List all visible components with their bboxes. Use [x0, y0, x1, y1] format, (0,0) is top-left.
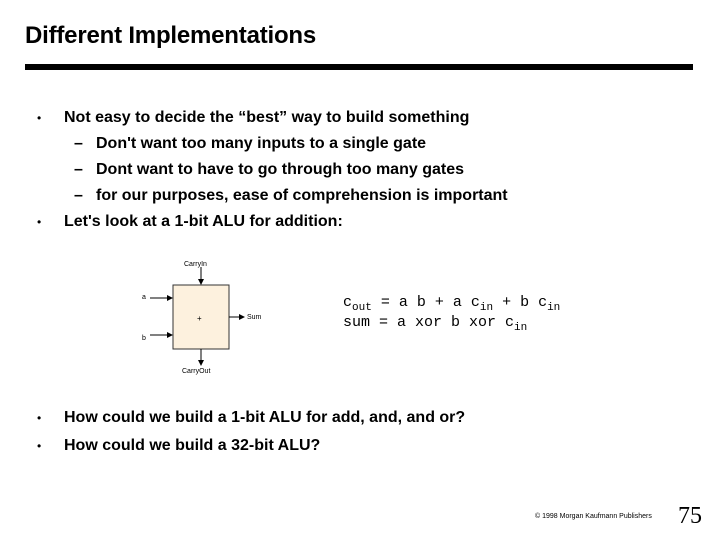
bullet-dot: • [37, 411, 42, 425]
bullet-text: How could we build a 1-bit ALU for add, and, and or? [64, 409, 466, 426]
bullet-dot: • [37, 439, 42, 453]
bullet-text: Not easy to decide the “best” way to build something [64, 109, 470, 126]
sub-bullet-text: for our purposes, ease of comprehension is important [96, 187, 508, 204]
carry-out-label: CarryOut [182, 368, 211, 375]
adder-box-label: + [197, 314, 202, 323]
input-b-label: b [142, 335, 146, 342]
sub-bullet-text: Don't want too many inputs to a single gate [96, 135, 427, 152]
formula-cout-rhs: = a b + a c [371, 294, 480, 311]
carry-in-label: CarryIn [184, 261, 207, 268]
sub-dash: – [74, 135, 83, 152]
sub-dash: – [74, 161, 83, 178]
formula-sum [343, 314, 527, 337]
slide-title: Different Implementations [25, 22, 317, 49]
bullet-dot: • [37, 111, 42, 125]
adder-diagram [120, 255, 300, 380]
formula-sub: out [352, 302, 372, 314]
title-rule [25, 64, 693, 70]
bullet-dot: • [37, 215, 42, 229]
formula-cout-mid: + b c [493, 294, 548, 311]
formula-sub: in [479, 302, 494, 314]
page-number: 75 [678, 503, 702, 529]
bullet-text: Let's look at a 1-bit ALU for addition: [64, 213, 343, 230]
formula-cout-lhs: c [343, 294, 353, 311]
formula-sum-text: sum = a xor b xor c [343, 314, 515, 331]
formula-sub: in [514, 322, 528, 334]
sub-bullet-text: Dont want to have to go through too many gates [96, 161, 464, 178]
formula-sub: in [547, 302, 561, 314]
input-a-label: a [142, 294, 146, 301]
copyright-footer: © 1998 Morgan Kaufmann Publishers [535, 513, 652, 520]
bullet-text: How could we build a 32-bit ALU? [64, 437, 321, 454]
sub-dash: – [74, 187, 83, 204]
sum-label: Sum [247, 314, 262, 321]
